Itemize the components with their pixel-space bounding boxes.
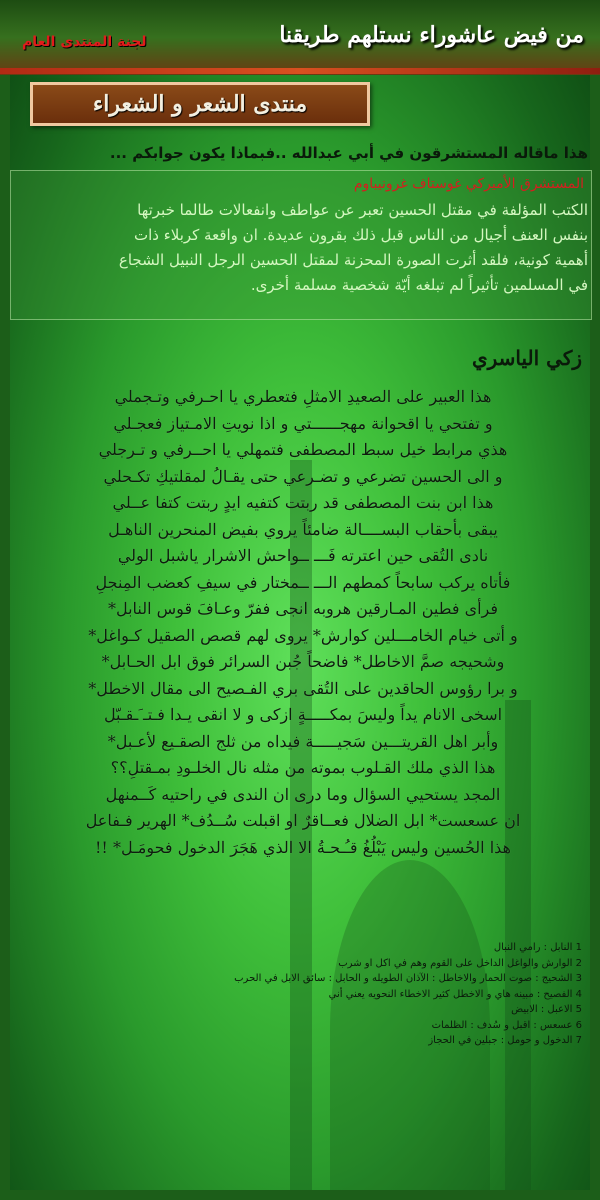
section-title: منتدى الشعر و الشعراء (92, 91, 308, 117)
poem-line: و أتى خيام الخامـــلين كوارش* يروى لهم قصص الصقيل كـواغل* (88, 625, 518, 645)
poem-line: وشحيجه صمَّ الاخاطل* فاضحاً جُبن السرائر فوق ابل الحـابل* (101, 652, 505, 671)
section-banner[interactable] (30, 82, 370, 126)
committee-label: لجنة المنتدى العام (22, 34, 147, 50)
poem-line: هذا العبير على الصعيدِ الامثلِ فتعطري يا احـرفي وتـجملي (114, 387, 492, 406)
header-divider (0, 68, 600, 74)
poem-line: و تفتحي يا اقحوانة مهجــــــتي و اذا نويتِ الامـتياز فعجـلي (113, 413, 493, 433)
poem-line: هذا الحُسين وليس يَبْلُغُ قـُـحـةُ الا الذي هَجَرَ الدخول فحومَـل* !! (95, 837, 511, 857)
quote-line: بنفس العنف أجيال من الناس قبل ذلك بقرون عديدة. ان واقعة كربلاء ذات (133, 226, 588, 244)
forum-name: من فيض عاشوراء نستلهم طريقنا (279, 22, 584, 48)
poem-line: نادى التُقى حين اعترته فَـــ ــواحش الاشرار ياشبل الولي (117, 546, 489, 565)
quote-author: المستشرق الأميركي غوستاف غرونيباوم (353, 176, 584, 192)
quote-body (18, 198, 588, 298)
poem-line: المجد يستحيي السؤال وما درى ان الندى في راحتيه كَــمنهل (105, 784, 501, 804)
poem-line: وأبر اهل القريتـــين سَجيـــــة فيداه من ثلج الصقـيع لأعـبل* (107, 731, 499, 751)
poem-line: هذي مرابط خيل سبط المصطفى فتمهلي يا احــرفي و تـرجلي (98, 440, 508, 459)
quote-line: أهمية كونية، فلقد أثرت الصورة المحزنة لمقتل الحسين الرجل النبيل الشجاع (118, 251, 588, 269)
topic-title: هذا ماقاله المستشرقون في أبي عبدالله ..فبماذا يكون جوابكم ... (109, 144, 588, 162)
footnote: 6 عسعس : اقبل و سُدف : الظلمات (431, 1019, 582, 1031)
poem-line: و الى الحسين تضرعي و تضـرعي حتى يقـالُ لمقلتيكِ تكـحلي (103, 466, 503, 486)
footnote: 4 الفصيح : مبينه هاي و الاخطل كثير الاخطاء النحويه يعني أني (328, 988, 582, 1000)
footnote: 1 النابل : رامي النبال (493, 942, 582, 953)
quote-line: في المسلمين تأثيراً لم تبلغه أيّة شخصية مسلمة أخرى. (250, 276, 588, 294)
footnote: 3 الشحيج : صوت الحمار والاخاطل : الآذان الطويله و الحابل : سائق الابل في الحرب (234, 973, 582, 984)
poem-line: ان عسعست* ابل الضلال فعــاقرٌ او اقبلت سُــدُف* الهرير فـفاعل (85, 811, 521, 830)
footnotes (22, 940, 582, 1049)
poem-line: اسخى الانام يداً وليسَ بمكـــــةٍ ازكى و لا انقى يـدا فـتـ َـقـبّل (103, 705, 503, 724)
poet-name: زكي الياسري (471, 346, 582, 370)
poem-line: هذا الذي ملك القـلوب بموته من مثله نال الخلـودِ بمـقتلِ؟؟ (110, 758, 496, 777)
forum-header (0, 0, 600, 75)
poem-line: هذا ابن بنت المصطفى قد ربتت كتفيه ايدٍ ربتت كتفا عــلي (112, 493, 494, 512)
poem-line: و برا رؤوس الحاقدين على التُقى بري الفـصيح الى مقال الاخطل* (88, 678, 518, 698)
footnote: 2 الوارش والواغل الداخل على القوم وهم في اكل او شرب (338, 957, 582, 969)
quote-line: الكتب المؤلفة في مقتل الحسين تعبر عن عواطف وانفعالات طالما خبرتها (137, 201, 588, 219)
poem-line: فأتاه يركب سابحاً كمطهم الـــ ــمختار في سيفِ كعضب المِنجلِ (95, 572, 511, 592)
footnote: 5 الاعبل : الابيض (511, 1004, 582, 1015)
poem-line: يبقى بأحقاب البســــالة ضامئاً يروي بفيض المنحرين الناهـل (108, 519, 498, 539)
poem-line: فرأى فطين المـارقين هروبه انجى ففرّ وعـافَ قوس النابل* (107, 599, 499, 618)
poem (22, 384, 584, 861)
footnote: 7 الدخول و حومل : جبلين في الحجاز (428, 1035, 582, 1046)
